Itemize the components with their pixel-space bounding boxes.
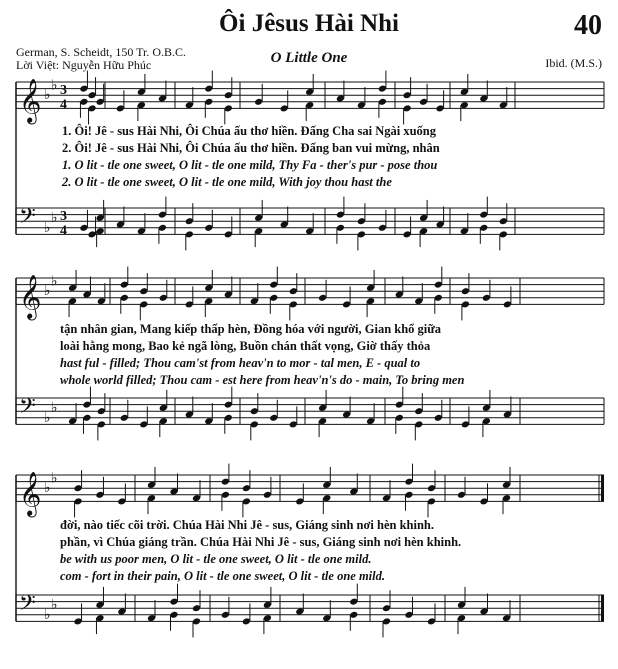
flat-icon: ♭ <box>44 409 51 426</box>
bass-clef-icon: 𝄢 <box>19 394 36 425</box>
lyric-line: be with us poor men, O lit - tle one sweet, O lit - tle one mild. <box>60 552 372 566</box>
flat-icon: ♭ <box>51 77 58 94</box>
lyric-line: whole world filled; Thou cam - est here from heav'n's do - main, To bring men <box>60 373 465 387</box>
bass-clef-icon: 𝄢 <box>19 591 36 622</box>
lyric-line: 1. O lit - tle one sweet, O lit - tle one mild, Thy Fa - ther's pur - pose thou <box>62 158 438 172</box>
lyric-line: phần, vì Chúa giáng trần. Chúa Hài Nhi Jê - sus, Giáng sinh nơi hèn khinh. <box>60 535 462 549</box>
final-barline <box>601 595 604 621</box>
lyric-line: 2. O lit - tle one sweet, O lit - tle one mild, With joy thou hast the <box>62 175 392 189</box>
final-barline <box>601 475 604 501</box>
lyric-line: tận nhân gian, Mang kiếp thấp hèn, Đồng hóa với người, Gian khổ giữa <box>60 322 442 336</box>
flat-icon: ♭ <box>51 596 58 613</box>
flat-icon: ♭ <box>51 209 58 226</box>
treble-clef-icon: 𝄞 <box>19 471 42 516</box>
flat-icon: ♭ <box>44 283 51 300</box>
lyric-line: com - fort in their pain, O lit - tle one sweet, O lit - tle one mild. <box>60 569 385 583</box>
time-signature-bottom: 4 <box>60 223 67 239</box>
lyricist-credit: Lời Việt: Nguyễn Hữu Phúc <box>16 58 152 72</box>
flat-icon: ♭ <box>44 480 51 497</box>
composer-credit: German, S. Scheidt, 150 Tr. O.B.C. <box>16 45 187 59</box>
flat-icon: ♭ <box>51 399 58 416</box>
hymn-number: 40 <box>574 10 602 41</box>
flat-icon: ♭ <box>51 470 58 487</box>
english-source-credit: Ibid. (M.S.) <box>545 56 602 70</box>
flat-icon: ♭ <box>44 87 51 104</box>
lyric-line: loài hằng mong, Bao kẻ ngã lòng, Buồn chán thất vọng, Giờ thấy thỏa <box>60 339 431 353</box>
hymn-title: Ôi Jêsus Hài Nhi <box>219 10 399 37</box>
flat-icon: ♭ <box>51 273 58 290</box>
treble-clef-icon: 𝄞 <box>19 78 42 123</box>
lyric-line: 1. Ôi! Jê - sus Hài Nhi, Ôi Chúa ấu thơ hiền. Đấng Cha sai Ngài xuống <box>62 124 437 138</box>
lyric-line: đời, nào tiếc cõi trời. Chúa Hài Nhi Jê - sus, Giáng sinh nơi hèn khinh. <box>60 518 434 532</box>
treble-clef-icon: 𝄞 <box>19 274 42 319</box>
lyric-line: 2. Ôi! Jê - sus Hài Nhi, Ôi Chúa ấu thơ hiền. Đấng ban vui mừng, nhân <box>62 141 440 155</box>
lyric-line: hast ful - filled; Thou cam'st from heav'n to mor - tal men, E - qual to <box>60 356 421 370</box>
time-signature-top: 3 <box>60 209 67 225</box>
flat-icon: ♭ <box>44 219 51 236</box>
time-signature-bottom: 4 <box>60 97 67 113</box>
hymn-subtitle: O Little One <box>270 50 348 66</box>
bass-clef-icon: 𝄢 <box>19 204 36 235</box>
time-signature-top: 3 <box>60 83 67 99</box>
flat-icon: ♭ <box>44 606 51 623</box>
